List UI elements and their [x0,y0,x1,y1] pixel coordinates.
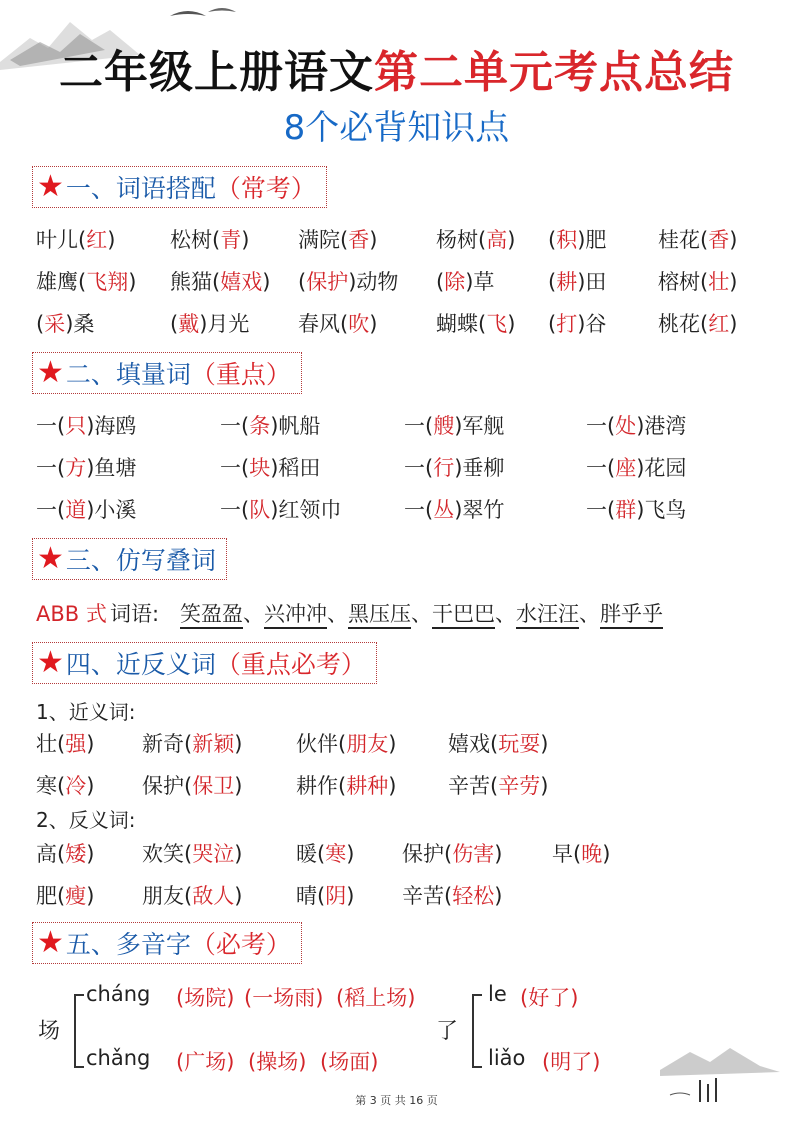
prompt-text: 一( [36,414,66,438]
answer-text: 香 [348,228,370,252]
separator: 、 [243,602,264,626]
prompt-text: 一( [220,498,250,522]
prompt-text: 雄鹰( [36,270,87,294]
pinyin: cháng [86,982,151,1006]
answer-text: 道 [65,498,87,522]
answer-text: 辛劳 [498,774,541,798]
star-icon: ★ [37,169,64,204]
prompt-text: ) [234,774,243,798]
prompt-text: ( [298,270,307,294]
pinyin: le [488,982,507,1006]
separator: 、 [411,602,432,626]
polyphone-char-2: 了 [436,1019,459,1044]
prompt-text: )月光 [199,312,250,336]
prompt-text: 熊猫( [170,270,221,294]
prompt-text: 一( [404,456,434,480]
prompt-text: 早( [552,842,582,866]
section-header-1 [32,166,327,208]
answer-text: 除 [444,270,466,294]
answer-text: 玩耍 [498,732,541,756]
synonym-item [36,728,94,758]
collocation-item [658,266,737,296]
section-header-2 [32,352,302,394]
synonym-item [448,728,548,758]
antonym-item [296,880,354,910]
answer-text: 耕 [556,270,578,294]
section-header-4 [32,642,377,684]
antonym-item [142,880,242,910]
prompt-text: 桂花( [658,228,709,252]
section-tag: （必考） [190,930,291,959]
prompt-text: ) [234,842,243,866]
prompt-text: ) [86,842,95,866]
answer-text: 条 [249,414,271,438]
answer-text: 方 [65,456,87,480]
answer-text: 阴 [325,884,347,908]
answer-text: 高 [486,228,508,252]
answer-text: 红 [708,312,730,336]
answer-text: 香 [708,228,730,252]
answer-text: 采 [44,312,66,336]
prompt-text: 高( [36,842,66,866]
prompt-text: ) [107,228,116,252]
collocation-item [298,266,398,296]
prompt-text: ) [346,842,355,866]
collocation-item [436,224,515,254]
example-word: (场院) [176,986,235,1010]
collocation-item [298,308,377,338]
example-word: (好了) [520,986,579,1010]
answer-text: 队 [249,498,271,522]
prompt-text: ) [128,270,137,294]
answer-text: 飞翔 [86,270,129,294]
section-title: 五、多音字 [65,930,191,959]
prompt-text: )肥 [577,228,607,252]
answer-text: 壮 [708,270,730,294]
pinyin: liǎo [488,1046,526,1070]
abb-word: 兴冲冲 [264,602,327,629]
answer-text: 新颖 [192,732,235,756]
prompt-text: )鱼塘 [86,456,137,480]
collocation-item [436,308,515,338]
prompt-text: 一( [220,414,250,438]
prompt-text: 伙伴( [296,732,347,756]
prompt-text: )花园 [636,456,687,480]
prompt-text: 蝴蝶( [436,312,487,336]
prompt-text: 春风( [298,312,349,336]
prompt-text: 榕树( [658,270,709,294]
collocation-item [36,266,136,296]
prompt-text: 辛苦( [448,774,499,798]
measure-word-item [404,494,504,524]
prompt-text: ) [234,732,243,756]
prompt-text: 一( [404,498,434,522]
prompt-text: 满院( [298,228,349,252]
section-title: 三、仿写叠词 [65,546,216,575]
prompt-text: 寒( [36,774,66,798]
star-icon: ★ [37,541,64,576]
prompt-text: 暖( [296,842,326,866]
prompt-text: 一( [586,456,616,480]
answer-text: 只 [65,414,87,438]
answer-text: 嬉戏 [220,270,263,294]
collocation-item [436,266,494,296]
antonym-item [402,880,502,910]
antonym-item [36,880,94,910]
prompt-text: 晴( [296,884,326,908]
prompt-text: 辛苦( [402,884,453,908]
prompt-text: ) [86,884,95,908]
collocation-item [170,308,249,338]
measure-word-item [220,410,320,440]
answer-text: 朋友 [346,732,389,756]
collocation-item [658,308,737,338]
measure-word-item [36,410,136,440]
collocation-item [548,224,606,254]
measure-word-item [586,410,686,440]
abb-label: 词语: [110,602,160,626]
prompt-text: ) [346,884,355,908]
star-icon: ★ [37,645,64,680]
measure-word-item [586,494,686,524]
abb-prefix: ABB 式 [36,602,107,626]
collocation-item [36,308,94,338]
collocation-item [548,308,606,338]
prompt-text: 一( [36,498,66,522]
synonym-item [296,770,396,800]
antonym-item [402,838,502,868]
example-word: (稻上场) [336,986,416,1010]
section-title: 二、填量词 [65,360,191,389]
prompt-text: )动物 [348,270,399,294]
brace-1 [74,994,84,1068]
example-word: (广场) [176,1050,235,1074]
prompt-text: 一( [586,414,616,438]
abb-word: 黑压压 [348,602,411,629]
answer-text: 冷 [65,774,87,798]
collocation-item [658,224,737,254]
prompt-text: 壮( [36,732,66,756]
prompt-text: 叶儿( [36,228,87,252]
example-word: (一场雨) [244,986,324,1010]
prompt-text: ) [86,732,95,756]
prompt-text: ) [369,228,378,252]
separator: 、 [579,602,600,626]
title-part-2: 第二单元考点总结 [374,47,734,98]
collocation-item [170,266,270,296]
answer-text: 伤害 [452,842,495,866]
prompt-text: ) [86,774,95,798]
answer-text: 丛 [433,498,455,522]
prompt-text: ) [262,270,271,294]
example-word: (明了) [542,1050,601,1074]
star-icon: ★ [37,355,64,390]
prompt-text: ( [36,312,45,336]
prompt-text: )桑 [65,312,95,336]
answer-text: 红 [86,228,108,252]
prompt-text: 一( [586,498,616,522]
answer-text: 艘 [433,414,455,438]
prompt-text: 一( [404,414,434,438]
prompt-text: )港湾 [636,414,687,438]
answer-text: 矮 [65,842,87,866]
prompt-text: ) [729,228,738,252]
abb-word: 干巴巴 [432,602,495,629]
section-tag: （重点） [190,360,291,389]
prompt-text: ) [729,312,738,336]
abb-word: 水汪汪 [516,602,579,629]
measure-word-item [36,452,136,482]
synonym-item [142,728,242,758]
page-footer: 第 3 页 共 16 页 [355,1094,438,1107]
answer-text: 强 [65,732,87,756]
answer-text: 哭泣 [192,842,235,866]
prompt-text: 嬉戏( [448,732,499,756]
prompt-text: )帆船 [270,414,321,438]
prompt-text: 保护( [402,842,453,866]
antonym-item [36,838,94,868]
answer-text: 积 [556,228,578,252]
collocation-item [36,224,115,254]
page-subtitle: 8个必背知识点 [283,108,510,148]
synonym-item [142,770,242,800]
collocation-item [298,224,377,254]
antonym-item [142,838,242,868]
answer-text: 戴 [178,312,200,336]
synonym-item [448,770,548,800]
prompt-text: ( [548,270,557,294]
measure-word-item [220,494,341,524]
antonym-item [552,838,610,868]
collocation-item [170,224,249,254]
brace-2 [472,994,482,1068]
synonym-item [36,770,94,800]
prompt-text: ) [602,842,611,866]
prompt-text: ( [548,312,557,336]
abb-word-list [180,598,663,628]
prompt-text: )翠竹 [454,498,505,522]
separator: 、 [327,602,348,626]
section-header-3 [32,538,227,580]
measure-word-item [586,452,686,482]
answer-text: 块 [249,456,271,480]
prompt-text: 保护( [142,774,193,798]
prompt-text: ( [436,270,445,294]
measure-word-item [404,452,504,482]
prompt-text: ) [241,228,250,252]
answer-text: 瘦 [65,884,87,908]
prompt-text: ) [388,732,397,756]
section-header-5 [32,922,302,964]
answer-text: 寒 [325,842,347,866]
measure-word-item [404,410,504,440]
answer-text: 青 [220,228,242,252]
prompt-text: )飞鸟 [636,498,687,522]
prompt-text: 肥( [36,884,66,908]
prompt-text: 一( [220,456,250,480]
answer-text: 座 [615,456,637,480]
prompt-text: )小溪 [86,498,137,522]
answer-text: 吹 [348,312,370,336]
measure-word-item [36,494,136,524]
prompt-text: ) [729,270,738,294]
separator: 、 [495,602,516,626]
prompt-text: 欢笑( [142,842,193,866]
star-icon: ★ [37,925,64,960]
prompt-text: 杨树( [436,228,487,252]
antonym-item [296,838,354,868]
prompt-text: 新奇( [142,732,193,756]
section-title: 四、近反义词 [65,650,216,679]
prompt-text: ) [507,228,516,252]
prompt-text: 耕作( [296,774,347,798]
answer-text: 群 [615,498,637,522]
collocation-item [548,266,606,296]
prompt-text: ) [540,774,549,798]
prompt-text: 朋友( [142,884,193,908]
section-tag: （重点必考） [215,650,366,679]
synonym-label: 1、近义词: [36,700,136,724]
prompt-text: )草 [465,270,495,294]
prompt-text: ) [369,312,378,336]
example-word: (场面) [320,1050,379,1074]
polyphone-char-1: 场 [38,1019,61,1044]
prompt-text: ( [548,228,557,252]
answer-text: 飞 [486,312,508,336]
synonym-item [296,728,396,758]
prompt-text: ) [494,884,503,908]
title-part-1: 二年级上册语文 [59,47,374,98]
prompt-text: )军舰 [454,414,505,438]
answer-text: 敌人 [192,884,235,908]
abb-word: 笑盈盈 [180,602,243,629]
example-word: (操场) [248,1050,307,1074]
prompt-text: )田 [577,270,607,294]
prompt-text: )海鸥 [86,414,137,438]
prompt-text: ) [234,884,243,908]
prompt-text: ( [170,312,179,336]
pinyin: chǎng [86,1046,151,1070]
page-title [0,36,793,100]
prompt-text: )红领巾 [270,498,342,522]
antonym-label: 2、反义词: [36,808,136,832]
answer-text: 打 [556,312,578,336]
prompt-text: 松树( [170,228,221,252]
abb-word: 胖乎乎 [600,602,663,629]
prompt-text: ) [388,774,397,798]
answer-text: 保护 [306,270,349,294]
prompt-text: ) [507,312,516,336]
prompt-text: )谷 [577,312,607,336]
answer-text: 轻松 [452,884,495,908]
section-title: 一、词语搭配 [65,174,216,203]
prompt-text: )垂柳 [454,456,505,480]
prompt-text: 桃花( [658,312,709,336]
prompt-text: )稻田 [270,456,321,480]
answer-text: 处 [615,414,637,438]
answer-text: 保卫 [192,774,235,798]
measure-word-item [220,452,320,482]
answer-text: 晚 [581,842,603,866]
prompt-text: ) [494,842,503,866]
section-tag: （常考） [215,174,316,203]
prompt-text: ) [540,732,549,756]
answer-text: 行 [433,456,455,480]
answer-text: 耕种 [346,774,389,798]
prompt-text: 一( [36,456,66,480]
